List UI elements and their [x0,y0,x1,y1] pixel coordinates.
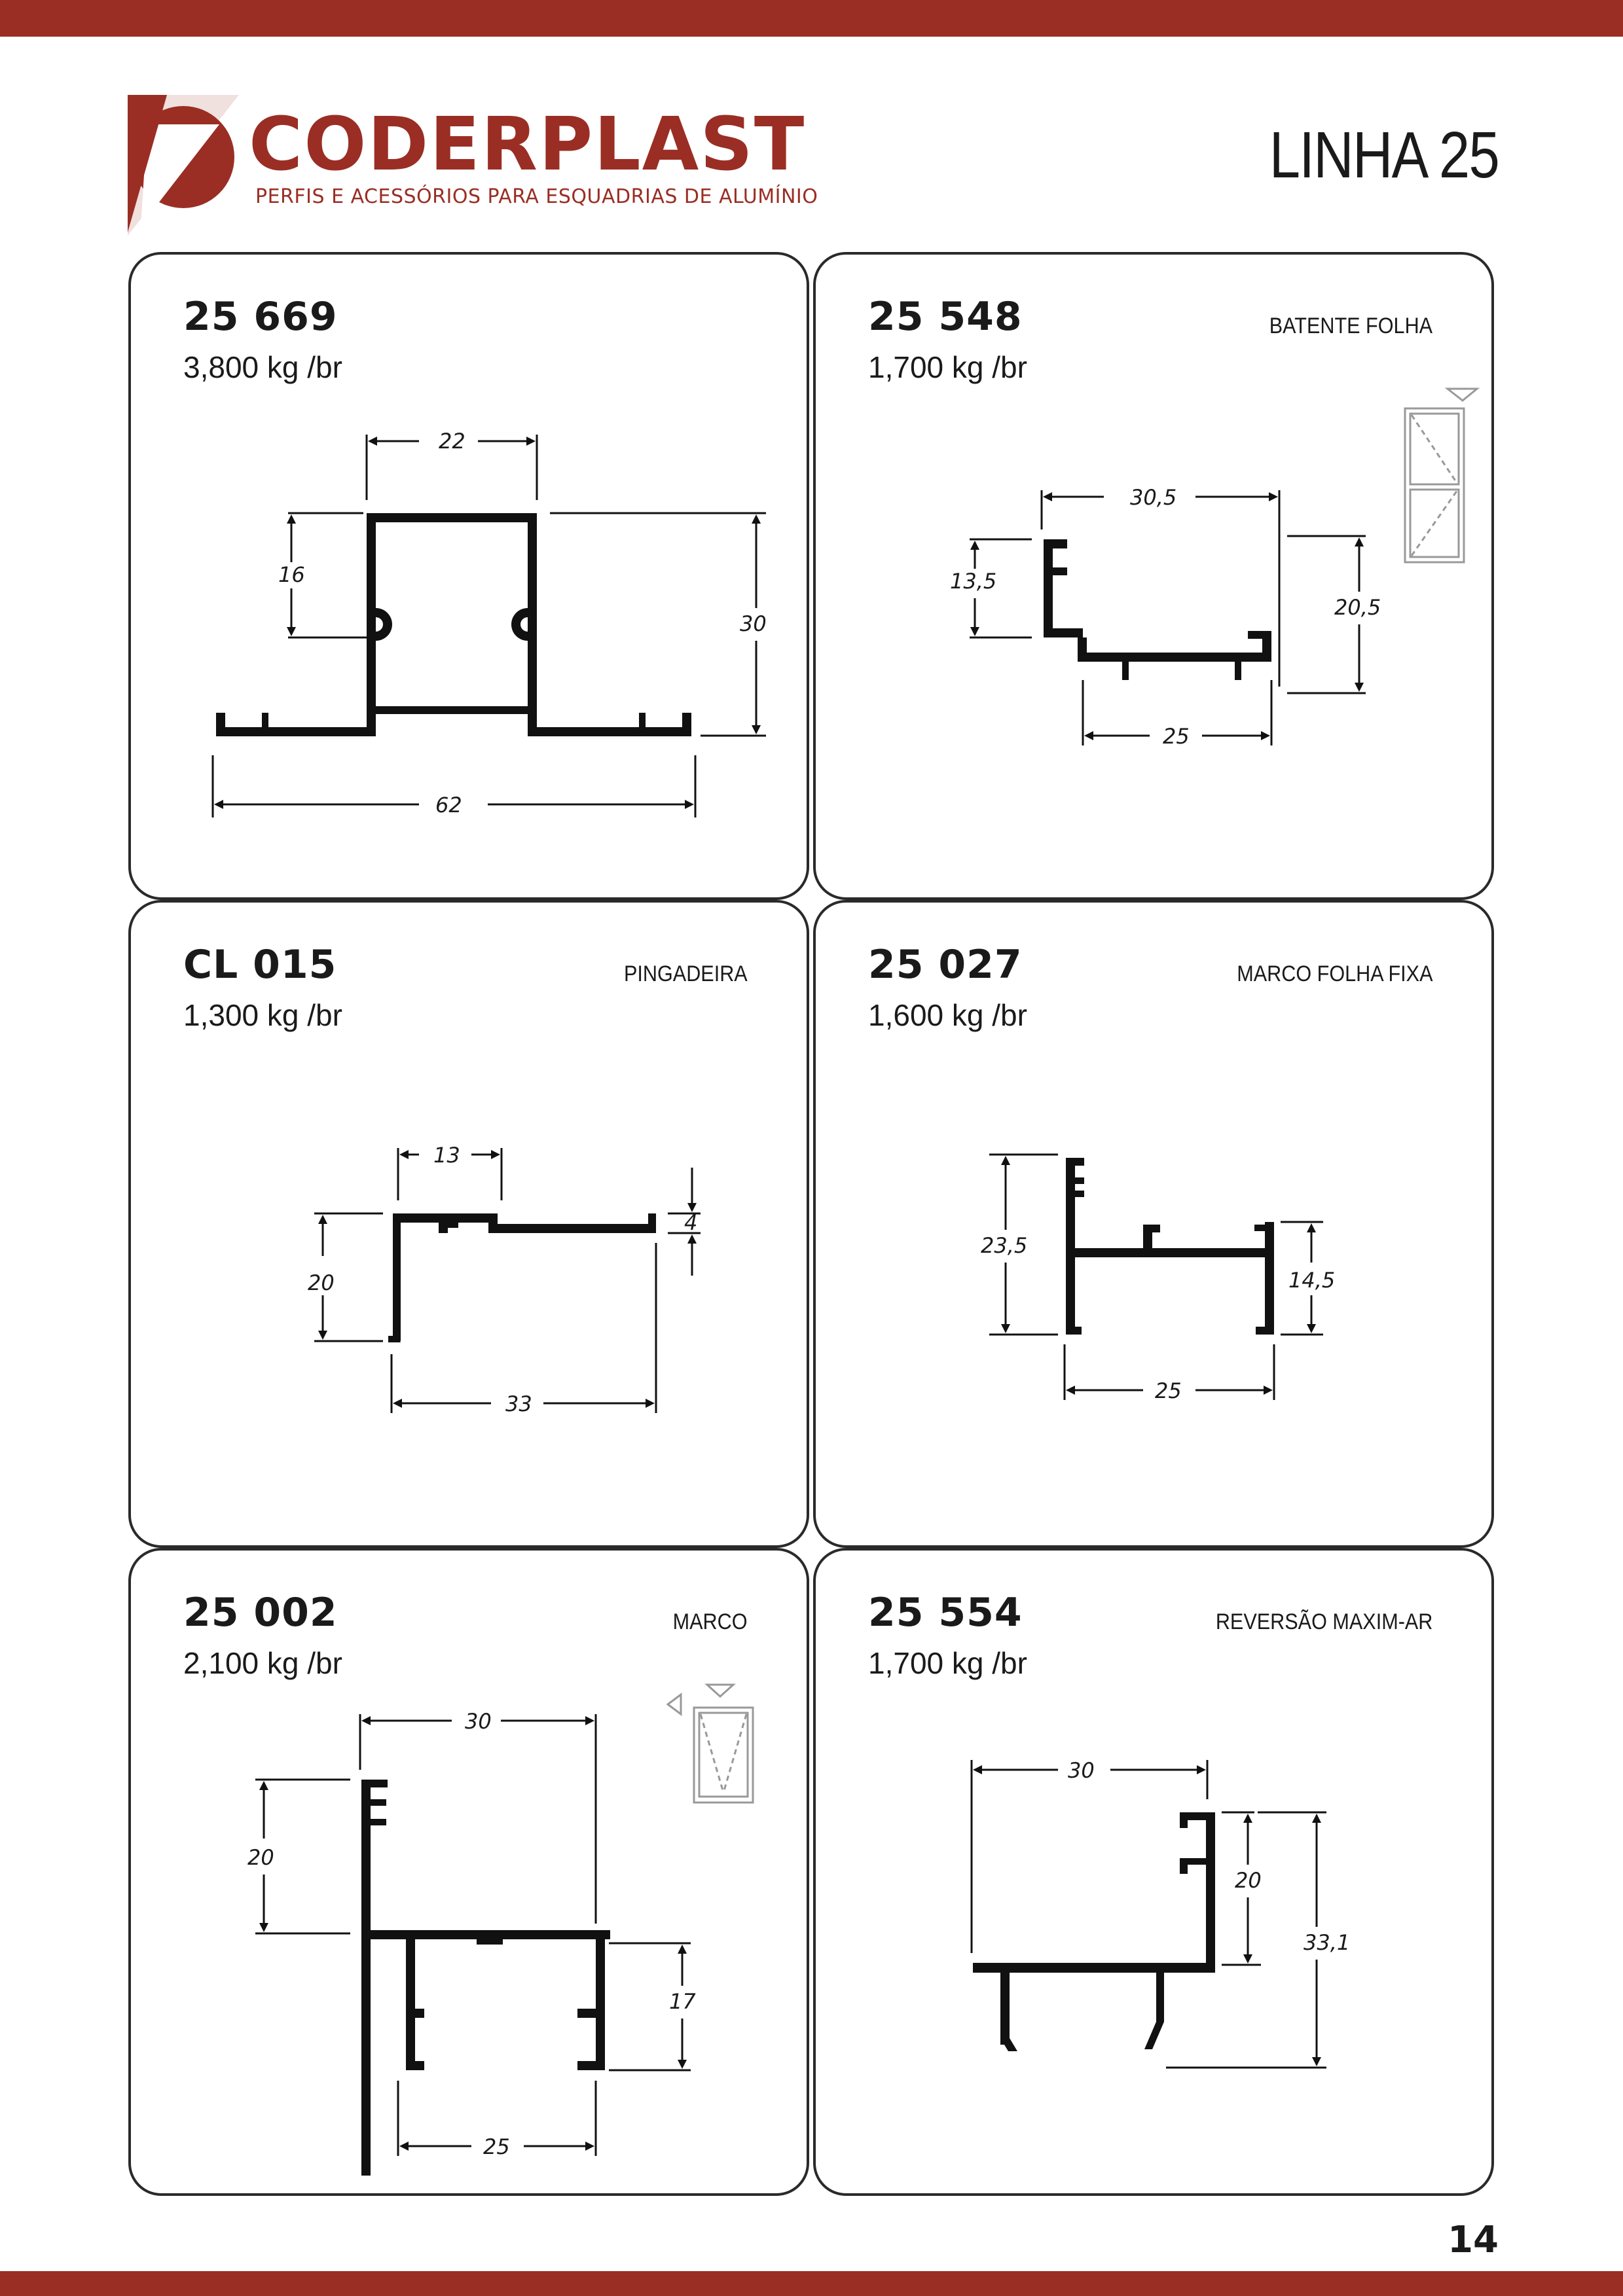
dim-label: 22 [439,429,465,454]
dim-label: 13 [433,1143,460,1168]
profile-code: 25 548 [868,294,1023,340]
profile-card-25669 [128,252,809,900]
profile-drawing [131,1551,812,2198]
dim-label: 17 [669,1989,696,2014]
dim-label: 20 [247,1845,274,1870]
profile-description: PINGADEIRA [624,961,748,986]
profile-code: 25 669 [183,294,338,340]
dim-label: 4 [684,1210,698,1235]
dim-label: 20 [308,1270,335,1295]
profile-drawing [131,255,812,903]
dim-label: 16 [278,562,305,587]
dim-label: 33 [505,1391,532,1416]
profile-description: BATENTE FOLHA [1269,314,1432,338]
window-marco-icon [668,1685,753,1803]
top-bar [0,0,1623,37]
dim-label: 33,1 [1304,1930,1351,1955]
profile-code: 25 554 [868,1590,1023,1636]
profile-weight: 3,800 kg /br [183,350,342,384]
profile-description: MARCO FOLHA FIXA [1236,961,1432,986]
profile-description: REVERSÃO MAXIM-AR [1215,1609,1432,1634]
dim-label: 30 [740,611,767,636]
profile-code: 25 002 [183,1590,338,1636]
window-sash-icon [1405,389,1477,562]
dim-label: 25 [1155,1378,1182,1403]
bottom-bar [0,2271,1623,2296]
profile-weight: 2,100 kg /br [183,1646,342,1680]
profile-card-cl015 [128,900,809,1548]
dim-label: 25 [1163,724,1190,749]
profile-card-25554 [813,1548,1494,2196]
profile-code: CL 015 [183,942,337,988]
brand-name: CODERPLAST [249,102,806,187]
dim-label: 20,5 [1334,595,1381,620]
profile-card-25027 [813,900,1494,1548]
dim-label: 25 [483,2134,510,2159]
profile-weight: 1,300 kg /br [183,998,342,1032]
profile-weight: 1,700 kg /br [868,350,1027,384]
dim-label: 62 [435,793,462,817]
profile-drawing [816,1551,1497,2198]
dim-label: 30 [1068,1758,1095,1783]
brand-logo [128,95,818,239]
dim-label: 20 [1235,1868,1262,1893]
profile-drawing [131,903,812,1551]
profile-drawing [816,903,1497,1551]
profile-card-25002 [128,1548,809,2196]
dim-label: 14,5 [1288,1268,1336,1293]
profile-card-25548 [813,252,1494,900]
profile-drawing [816,255,1497,903]
profile-code: 25 027 [868,942,1023,988]
line-title: LINHA 25 [1269,118,1499,192]
dim-label: 30 [465,1709,492,1734]
brand-tagline: PERFIS E ACESSÓRIOS PARA ESQUADRIAS DE ALUMÍNIO [255,185,818,208]
profile-description: MARCO [673,1609,748,1634]
logo-mark-icon [128,95,239,236]
profile-weight: 1,700 kg /br [868,1646,1027,1680]
dim-label: 30,5 [1130,485,1177,510]
dim-label: 13,5 [950,569,997,594]
dim-label: 23,5 [981,1233,1028,1258]
page-number: 14 [1448,2219,1499,2261]
profile-weight: 1,600 kg /br [868,998,1027,1032]
